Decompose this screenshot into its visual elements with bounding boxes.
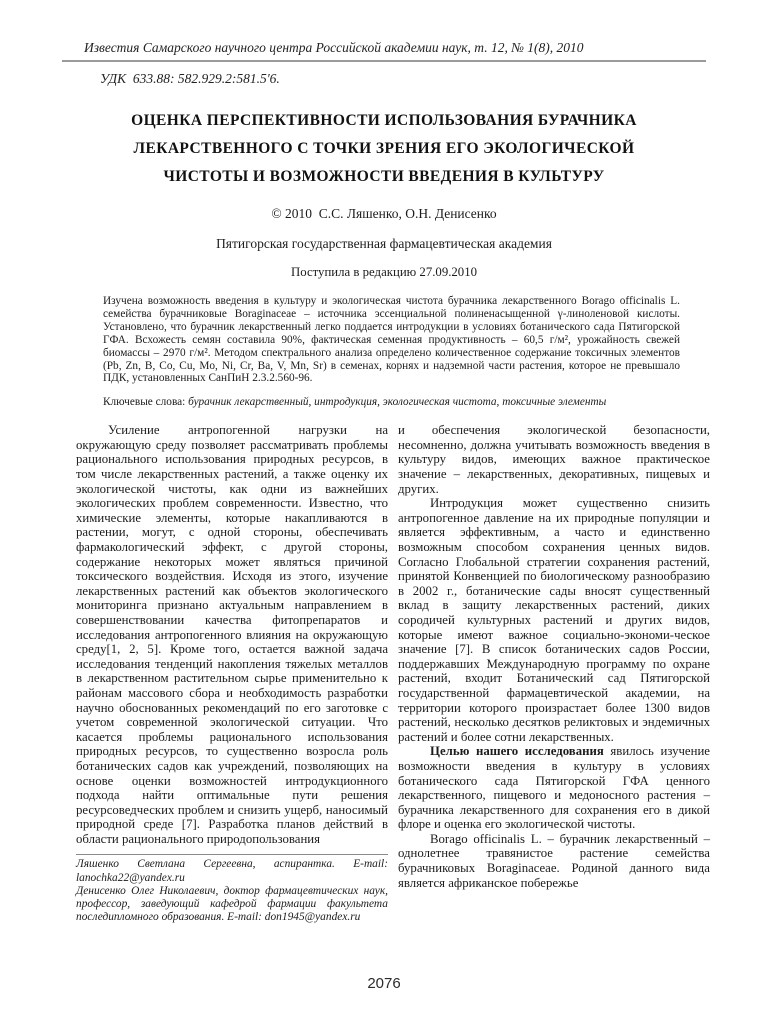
left-paragraph-1: Усиление антропогенной нагрузки на окружающую среду позволяет рассматривать проблемы рационального использования природных ресурсов, в том числе лекарственных растений, а также оценку их экологической чистоты, как одни из важнейших экологических проблем современности. Известно, что химические элементы, которые накапливаются в растении, могут, с одной стороны, обеспечивать фармакологический эффект, с другой стороны, содержание некоторых может являться причиной токсического воздействия. Исходя из этого, изучение лекарственных растений как объектов экологического мониторинга признано актуальным направлением в совершенствовании качества фитопрепаратов и исследования антропогенного влияния на окружающую среду[1, 2, 5]. Кроме того, остается важной задача исследования тенденций накопления тяжелых металлов в лекарственном растительном сырье применительно к районам массового сбора и необходимость разработки научно обоснованных рекомендаций по его заготовке с учетом современной экологической ситуации. Что касается проблемы рационального использования природных ресурсов, то существенно возросла роль ботанических садов как учреждений, позволяющих на основе оценки возможностей интродукционного подхода найти оптимальные пути решения ресурсоведческих проблем и снизить ущерб, наносимый природной среде [7]. Разработка планов действий в области рационального природопользования [76,423,388,846]
abstract-text: Изучена возможность введения в культуру и экологическая чистота бурачника лекарственного Borago officinalis L. семейства бурачниковые Boraginaceae – источника эссенциальной полиненасыщенной γ-линоленовой кислоты. Установлено, что бурачник лекарственный легко поддается интродукции в условиях ботанического сада Пятигорской ГФА. Всхожесть семян составила 90%, фактическая семенная продуктивность – 60,5 г/м², урожайность свежей биомассы – 2970 г/м². Методом спектрального анализа определено количественное содержание токсичных элементов (Pb, Zn, B, Co, Cu, Mo, Ni, Cr, Ba, V, Mn, Sr) в семенах, корнях и надземной части растения, которое не превышало ПДК, установленных СанПиН 2.3.2.560-96. [103,295,680,385]
keywords-text: бурачник лекарственный, интродукция, экологическая чистота, токсичные элементы [188,396,607,409]
author-footnote [76,858,388,924]
copyright-authors-line: © 2010 С.С. Ляшенко, О.Н. Денисенко [271,206,497,221]
right-column [398,423,710,890]
keywords-line [103,396,680,409]
research-aim-lead: Целью нашего исследования [430,744,604,759]
left-column [76,423,388,924]
udk-code: УДК 633.88: 582.929.2:581.5'6. [100,71,280,86]
right-paragraph-4: Borago officinalis L. – бурачник лекарственный – однолетнее травянистое растение семейства бурачниковых Boraginaceae. Родиной данного вида является африканское побережье [398,831,710,890]
body-columns [76,423,710,924]
header-rule-divider [62,60,706,62]
keywords-label: Ключевые слова: [103,396,189,409]
research-aim-text: явилось изучение возможности введения в культуру в условиях ботанического сада Пятигорской ГФА ценного лекарственного, пищевого и медоносного растения – бурачника лекарственного для сохранения его в дикой флоре и оценка его экологической чистоты. [398,744,710,832]
right-paragraph-3 [398,744,710,832]
footnote-rule-divider [76,854,388,855]
affiliation-line: Пятигорская государственная фармацевтическая академия [216,236,552,251]
footnote-entry-denisenko: Денисенко Олег Николаевич, доктор фармацевтических наук, профессор, заведующий кафедрой фармации факультета последипломного образования. E-mail: don1945@yandex.ru [76,884,388,924]
received-date-line: Поступила в редакцию 27.09.2010 [290,265,478,279]
journal-header: Известия Самарского научного центра Российской академии наук, т. 12, № 1(8), 2010 [84,40,584,55]
page-number: 2076 [367,975,401,992]
right-paragraph-2: Интродукция может существенно снизить антропогенное давление на их природные популяции и является эффективным, а часто и единственно возможным способом сохранения ценных видов. Согласно Глобальной стратегии сохранения растений, принятой Конвенцией по биологическому разнообразию в 2002 г., ботанические сады вносят существенный вклад в защиту лекарственных растений, диких сородичей культурных растений и других видов, которые имеют важное социально-экономи-ческое значение [7]. В список ботанических садов России, поддержавших Международную программу по охране растений, входит Ботанический сад Пятигорской государственной фармацевтической академии, на территории которого произрастает более 1300 видов растений, несколько десятков реликтовых и эндемичных растений и более сотни лекарственных. [398,496,710,744]
article-title [40,107,728,191]
right-paragraph-1: и обеспечения экологической безопасности, несомненно, должна учитывать возможность введения в культуру видов, имеющих важное практическое значение – лекарственных, декоративных, пищевых и других. [398,423,710,496]
footnote-entry-lyashenko: Ляшенко Светлана Сергеевна, аспирантка. E-mail: lanochka22@yandex.ru [76,858,388,884]
article-title-line-2: ЛЕКАРСТВЕННОГО С ТОЧКИ ЗРЕНИЯ ЕГО ЭКОЛОГИЧЕСКОЙ [133,140,635,157]
article-title-line-3: ЧИСТОТЫ И ВОЗМОЖНОСТИ ВВЕДЕНИЯ В КУЛЬТУРУ [163,168,605,185]
article-title-line-1: ОЦЕНКА ПЕРСПЕКТИВНОСТИ ИСПОЛЬЗОВАНИЯ БУРАЧНИКА [131,112,637,129]
paper-page [0,40,768,1034]
